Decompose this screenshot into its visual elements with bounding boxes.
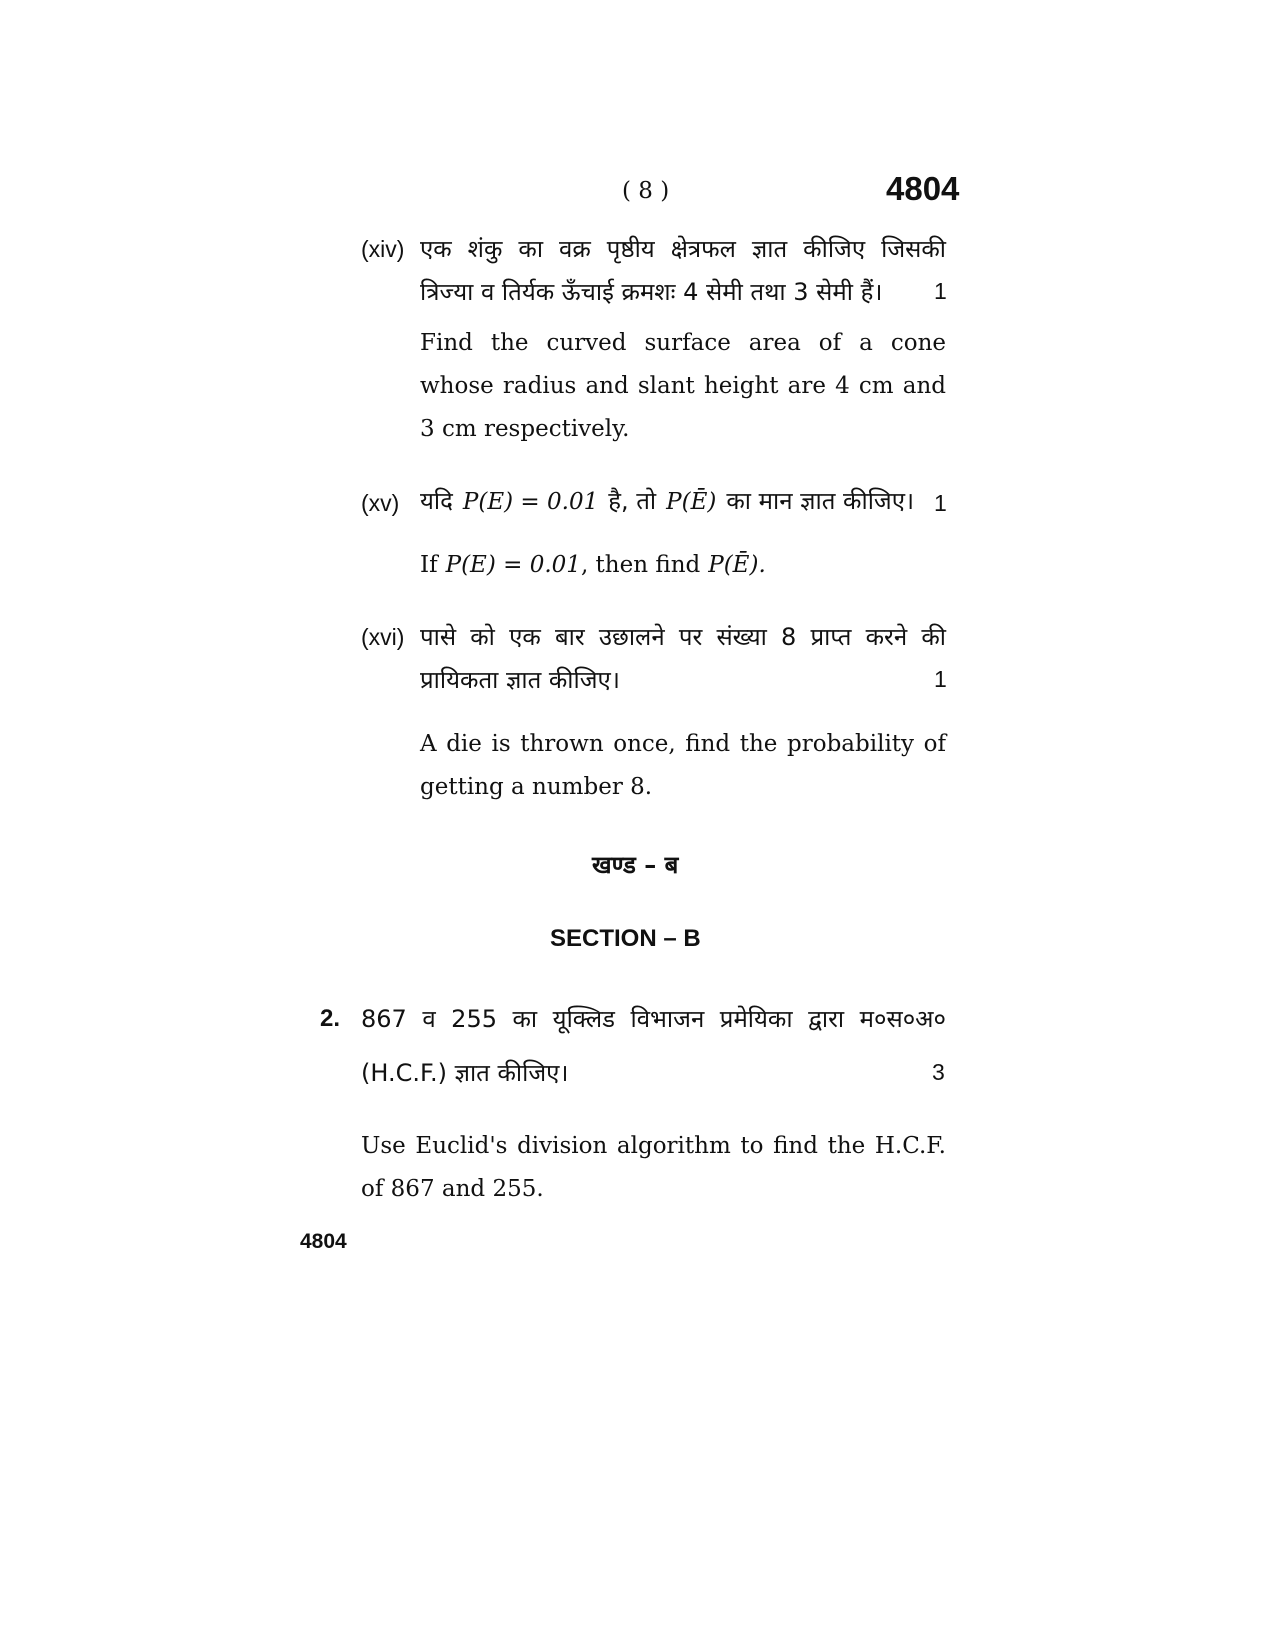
question-2-marks: 3: [932, 1059, 945, 1085]
question-xiv-english-line2: [420, 373, 946, 399]
question-xvi-hindi-line1: [420, 620, 946, 653]
english-text: If: [420, 552, 438, 578]
math-expression: P(E) = 0.01: [445, 552, 581, 578]
question-xiv-hindi-line2: त्रिज्या व तिर्यक ऊँचाई क्रमशः 4 सेमी तथा 3 सेमी हैं।: [420, 278, 883, 306]
question-xv-marks: 1: [934, 490, 947, 516]
question-number-2: 2.: [320, 1005, 341, 1032]
question-xvi-english-line2: getting a number 8.: [420, 774, 653, 800]
hindi-text: एक शंकु का वक्र पृष्ठीय क्षेत्रफल ज्ञात कीजिए जिसकी: [420, 235, 946, 263]
english-text: Use Euclid's division algorithm to find the H.C.F.: [361, 1133, 946, 1159]
page-number: ( 8 ): [622, 178, 670, 204]
english-text: , then find: [580, 552, 701, 578]
question-xiv-english-line3: 3 cm respectively.: [420, 416, 630, 442]
question-2-english-line2: of 867 and 255.: [361, 1176, 544, 1202]
question-xiv-english-line1: [420, 330, 946, 356]
paper-code-header: 4804: [886, 170, 960, 207]
question-xiv-hindi-line1: [420, 232, 946, 265]
paper-code-footer: 4804: [300, 1230, 347, 1253]
question-xv-english-line: [420, 552, 766, 578]
english-text: Find the curved surface area of a cone: [420, 330, 946, 356]
math-expression: P(Ē): [666, 489, 717, 515]
hindi-text: यदि: [420, 487, 453, 515]
english-text: whose radius and slant height are 4 cm and: [420, 373, 946, 399]
question-label-xiv: (xiv): [361, 236, 405, 262]
question-xiv-marks: 1: [934, 278, 947, 304]
english-text: A die is thrown once, find the probability of: [420, 731, 946, 757]
question-2-hindi-line2: (H.C.F.) ज्ञात कीजिए।: [361, 1059, 569, 1087]
section-heading-hindi: खण्ड – ब: [592, 851, 679, 879]
hindi-text: का मान ज्ञात कीजिए।: [726, 487, 915, 515]
math-expression: P(Ē).: [708, 552, 766, 578]
question-xvi-english-line1: [420, 731, 946, 757]
math-expression: P(E) = 0.01: [462, 489, 599, 515]
question-2-hindi-line1: [361, 1002, 946, 1035]
question-2-english-line1: [361, 1133, 946, 1159]
question-label-xv: (xv): [361, 490, 400, 516]
question-label-xvi: (xvi): [361, 624, 405, 650]
hindi-text: पासे को एक बार उछालने पर संख्या 8 प्राप्त करने की: [420, 623, 946, 651]
question-xvi-hindi-line2: प्रायिकता ज्ञात कीजिए।: [420, 666, 620, 694]
question-xvi-marks: 1: [934, 666, 947, 692]
question-xv-hindi-line: [420, 484, 914, 517]
section-heading-english: SECTION – B: [550, 925, 701, 952]
hindi-text: 867 व 255 का यूक्लिड विभाजन प्रमेयिका द्वारा म०स०अ०: [361, 1005, 946, 1033]
hindi-text: है, तो: [608, 487, 657, 515]
